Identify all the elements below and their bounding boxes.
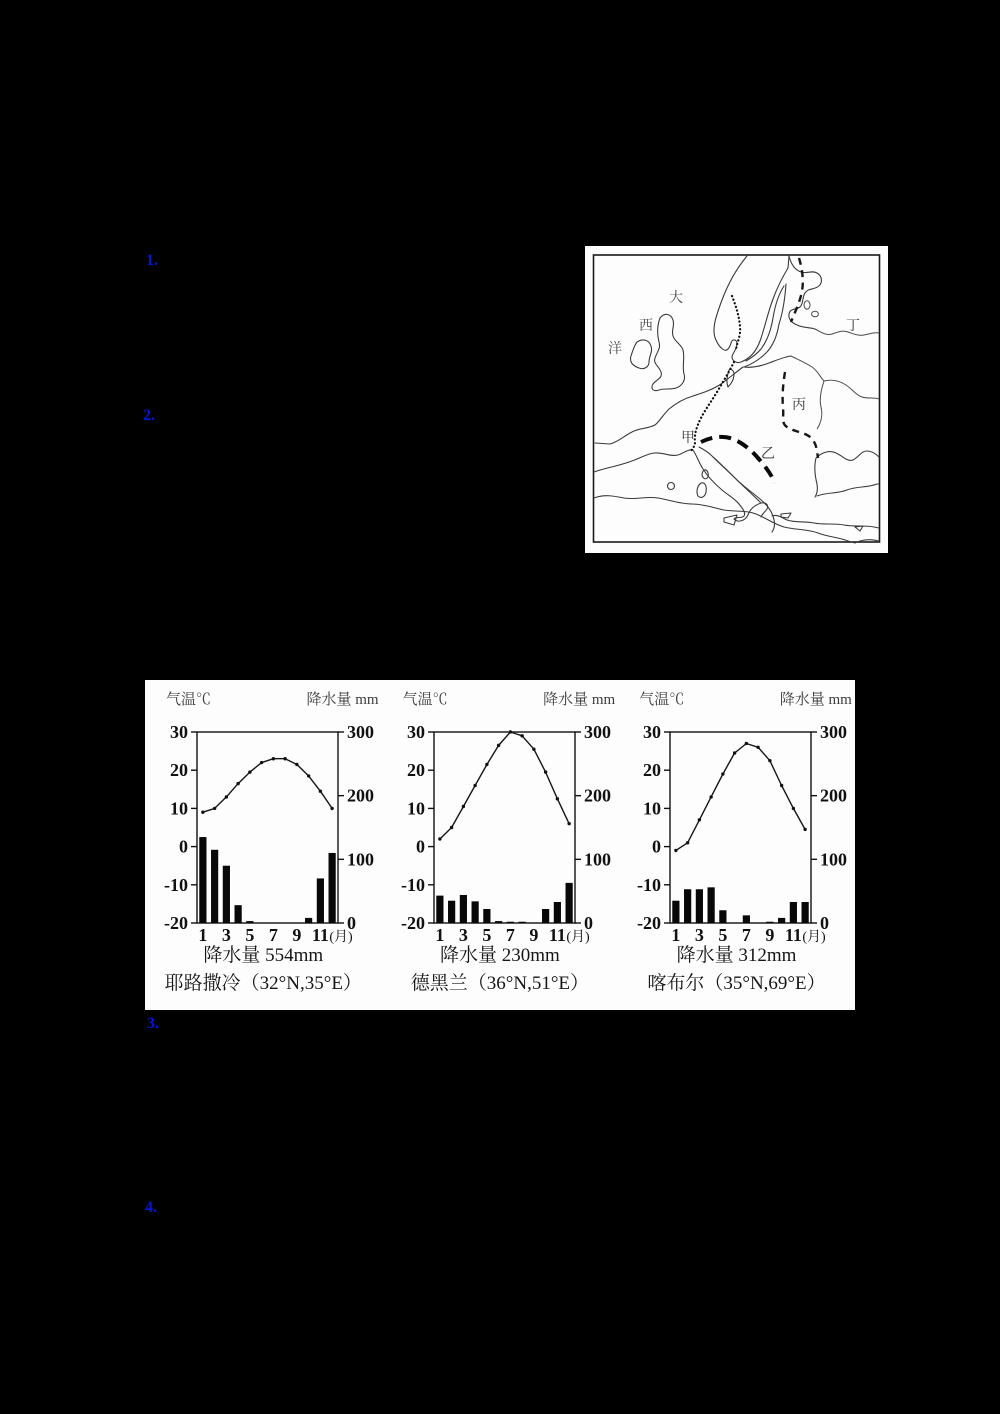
precip-total-label: 降水量 554mm (203, 945, 324, 966)
precip-axis-title: 降水量 mm (306, 692, 379, 708)
temperature-point (283, 757, 286, 760)
svg-text:20: 20 (643, 760, 662, 781)
temperature-point (236, 782, 239, 785)
svg-text:5: 5 (245, 925, 255, 945)
coast-norway-sweden (714, 256, 789, 362)
temperature-point (508, 730, 511, 733)
temperature-point (710, 795, 713, 798)
svg-text:7: 7 (505, 925, 515, 945)
station-label: 耶路撒冷（32°N,35°E） (164, 973, 362, 994)
lake-onega (812, 311, 819, 317)
ocean-label-char-3: 洋 (608, 342, 622, 357)
precip-axis-title: 降水量 mm (779, 692, 852, 708)
temperature-point (438, 837, 441, 840)
svg-text:200: 200 (583, 785, 611, 806)
temperature-point (792, 807, 795, 810)
precip-bar (235, 905, 242, 923)
precip-bar (719, 910, 726, 923)
coast-black-sea-west (815, 458, 817, 497)
temperature-point (804, 828, 807, 831)
climograph-plot (618, 702, 854, 954)
precip-bar (672, 901, 679, 923)
point-label-yi: 乙 (761, 447, 775, 462)
precip-axis-title: 降水量 mm (543, 692, 616, 708)
precip-bar (542, 909, 549, 923)
question-number-3: 3. (147, 1015, 159, 1032)
temperature-point (213, 807, 216, 810)
svg-text:300: 300 (347, 722, 374, 742)
temperature-point (733, 751, 736, 754)
coast-north-africa (594, 496, 879, 543)
island-ireland (630, 340, 651, 369)
precip-bar (684, 889, 691, 923)
svg-text:1: 1 (434, 925, 444, 945)
precip-total-label: 降水量 230mm (439, 945, 560, 966)
question-number-4: 4. (145, 1199, 157, 1216)
precip-bar (471, 901, 478, 923)
svg-text:0: 0 (652, 836, 662, 857)
svg-text:1: 1 (671, 925, 681, 945)
precip-bar (743, 915, 750, 923)
climographs-figure (145, 680, 855, 1010)
svg-text:20: 20 (170, 760, 188, 781)
temperature-line (676, 744, 805, 851)
svg-text:(月): (月) (802, 930, 826, 945)
svg-text:30: 30 (170, 722, 188, 742)
svg-text:10: 10 (406, 798, 425, 819)
svg-text:0: 0 (415, 836, 425, 857)
island-sardinia (697, 483, 706, 498)
precip-bar (436, 896, 443, 923)
plot-frame (434, 732, 575, 923)
temperature-line (439, 732, 568, 839)
coastlines (594, 256, 879, 543)
lake-ladoga (804, 301, 810, 309)
svg-text:11: 11 (785, 925, 803, 945)
temperature-point (745, 742, 748, 745)
temperature-point (532, 747, 535, 750)
temperature-point (698, 818, 701, 821)
climate-boundaries (691, 258, 818, 483)
point-label-jia: 甲 (681, 431, 695, 446)
svg-text:20: 20 (406, 760, 425, 781)
svg-text:30: 30 (406, 722, 425, 742)
question-number-1: 1. (146, 252, 158, 269)
temperature-point (201, 811, 204, 814)
svg-text:-10: -10 (637, 874, 662, 895)
coast-mediterranean-north (594, 450, 693, 472)
svg-text:11: 11 (548, 925, 566, 945)
svg-text:0: 0 (347, 913, 356, 933)
temperature-point (260, 761, 263, 764)
svg-text:5: 5 (481, 925, 491, 945)
ocean-label-char-2: 西 (639, 319, 653, 334)
temperature-point (307, 774, 310, 777)
svg-text:-10: -10 (164, 874, 188, 895)
svg-text:100: 100 (820, 849, 848, 870)
precip-bar (778, 918, 785, 923)
temperature-point (295, 763, 298, 766)
climograph-plot (145, 702, 381, 954)
svg-text:-10: -10 (400, 874, 425, 895)
svg-text:100: 100 (347, 849, 374, 870)
svg-text:11: 11 (311, 925, 329, 945)
precip-total-label: 降水量 312mm (676, 945, 797, 966)
svg-text:100: 100 (583, 849, 611, 870)
temperature-point (272, 757, 275, 760)
svg-text:3: 3 (695, 925, 705, 945)
temperature-point (721, 772, 724, 775)
svg-text:200: 200 (347, 785, 374, 806)
coast-white-sea (789, 256, 822, 329)
coast-continental-west (595, 367, 743, 444)
precip-bar (565, 883, 572, 923)
temperature-point (497, 744, 500, 747)
precip-bar (483, 909, 490, 923)
temperature-point (567, 822, 570, 825)
climograph-tehran (382, 680, 619, 1010)
boundary-dashed-east (783, 372, 818, 458)
temperature-point (461, 805, 464, 808)
precip-bar (553, 902, 560, 923)
temperature-point (686, 841, 689, 844)
svg-text:1: 1 (198, 925, 208, 945)
point-label-bing: 丙 (792, 398, 806, 413)
temperature-point (757, 746, 760, 749)
precip-bar (448, 901, 455, 923)
svg-text:0: 0 (583, 913, 593, 933)
svg-text:7: 7 (268, 925, 278, 945)
temperature-point (330, 807, 333, 810)
svg-text:9: 9 (765, 925, 775, 945)
temperature-point (248, 770, 251, 773)
svg-text:3: 3 (221, 925, 231, 945)
precip-bar (802, 902, 809, 923)
svg-text:3: 3 (458, 925, 468, 945)
precip-bar (305, 918, 312, 923)
temp-axis-title: 气温℃ (639, 692, 685, 708)
svg-text:9: 9 (528, 925, 538, 945)
temperature-point (768, 759, 771, 762)
precip-bar (790, 902, 797, 923)
coast-finland (744, 284, 791, 367)
temperature-line (203, 759, 332, 813)
precip-bar (246, 921, 253, 923)
climograph-plot (382, 702, 618, 954)
question-number-2: 2. (143, 407, 155, 424)
temperature-point (225, 795, 228, 798)
temperature-point (473, 784, 476, 787)
station-label: 喀布尔（35°N,69°E） (647, 973, 826, 994)
svg-text:(月): (月) (565, 930, 590, 945)
climograph-jerusalem (145, 680, 382, 1010)
svg-text:30: 30 (643, 722, 662, 742)
island-balearic (668, 483, 675, 490)
station-label: 德黑兰（36°N,51°E） (410, 973, 590, 994)
precip-bar (495, 921, 502, 923)
temperature-point (544, 770, 547, 773)
temperature-point (674, 849, 677, 852)
temp-axis-title: 气温℃ (402, 692, 448, 708)
precip-bar (211, 850, 218, 923)
svg-text:5: 5 (718, 925, 728, 945)
europe-climate-map-figure (585, 246, 888, 553)
svg-text:0: 0 (820, 913, 830, 933)
island-crete (781, 513, 791, 518)
precip-bar (329, 853, 336, 923)
island-sicily (724, 515, 737, 525)
precip-bar (459, 895, 466, 923)
ocean-label-char-1: 大 (669, 291, 683, 306)
temperature-point (555, 797, 558, 800)
precip-bar (506, 922, 513, 923)
boundary-dashed-northeast (791, 258, 803, 322)
precip-bar (696, 889, 703, 923)
svg-text:-20: -20 (164, 913, 188, 933)
europe-map-svg (585, 246, 888, 553)
coast-black-sea-north (816, 451, 879, 460)
svg-text:200: 200 (820, 785, 848, 806)
coast-turkey-north (817, 484, 879, 496)
point-label-ding: 丁 (846, 319, 860, 334)
precip-bar (317, 878, 324, 923)
temp-axis-title: 气温℃ (166, 692, 212, 708)
precip-bar (518, 922, 525, 923)
temperature-point (485, 763, 488, 766)
precip-bar (223, 866, 230, 923)
temperature-point (450, 826, 453, 829)
island-cyprus (855, 526, 863, 531)
precip-bar (199, 837, 206, 923)
precip-bar (708, 887, 715, 923)
svg-text:7: 7 (742, 925, 752, 945)
svg-text:300: 300 (820, 722, 848, 742)
climograph-kabul (618, 680, 855, 1010)
svg-text:(月): (月) (329, 930, 353, 945)
svg-text:10: 10 (643, 798, 662, 819)
temperature-point (319, 790, 322, 793)
temperature-point (780, 784, 783, 787)
island-great-britain (652, 314, 685, 390)
precip-bar (766, 922, 773, 923)
temperature-point (520, 734, 523, 737)
svg-text:-20: -20 (400, 913, 425, 933)
svg-text:10: 10 (170, 798, 188, 819)
svg-text:9: 9 (292, 925, 302, 945)
line-east-rivers (791, 356, 879, 429)
svg-text:-20: -20 (637, 913, 662, 933)
svg-text:0: 0 (179, 836, 188, 857)
map-border (594, 255, 880, 542)
svg-text:300: 300 (583, 722, 611, 742)
